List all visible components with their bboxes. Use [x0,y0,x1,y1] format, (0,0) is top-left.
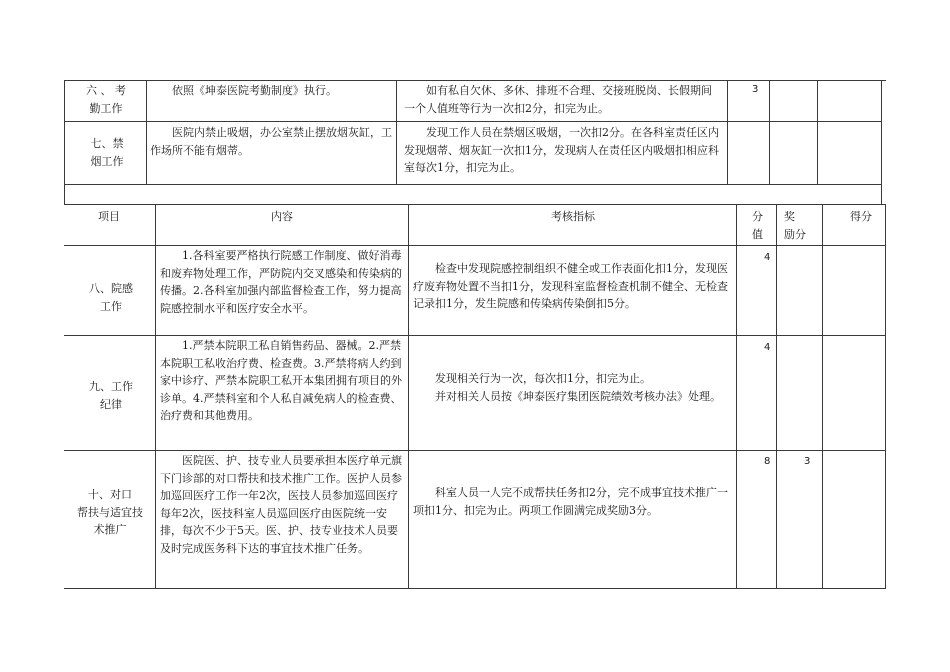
top-table-line-bottom [64,184,882,185]
row7-content: 医院内禁止吸烟，办公室禁止摆放烟灰缸，工作场所不能有烟蒂。 [150,126,392,157]
row9-item: 九、工作 纪律 [89,380,133,411]
top-table-col-3 [727,80,728,184]
main-table-col-5 [822,204,823,588]
main-table-col-6 [885,204,886,588]
top-table-col-2 [396,80,397,184]
row7-item: 七、禁 烟工作 [90,137,124,168]
row6-item: 六 、 考 勤工作 [86,84,126,115]
row10-content: 医院医、护、技专业人员要承担本医疗单元旗下门诊部的对口帮扶和技术推广工作。医护人员参加巡回医疗工作一年2次，医技人员参加巡回医疗每年2次，医技科室人员巡回医疗由医院统一安排，每次不少于5天。医、护、技专业技术人员要及时完成医务科下达的事宜技术推广任务。 [160,454,402,555]
main-table-line-bottom [64,588,886,589]
top-table-col-6 [881,80,882,204]
main-table-col-1 [155,204,156,588]
row10-score: 8 [764,456,771,467]
main-table-line-row9 [64,450,886,451]
header-score: 分 值 [752,210,763,241]
header-earned: 得分 [850,210,872,223]
header-content: 内容 [271,210,293,223]
top-table-col-1 [146,80,147,184]
top-table-line-mid [64,121,882,122]
row8-content: 1.各科室要严格执行院感工作制度、做好消毒和废弃物处理工作，严防院内交叉感染和传染病的传播。2.各科室加强内部监督检查工作，努力提高院感控制水平和医疗安全水平。 [160,249,402,315]
row8-item: 八、院感 工作 [89,282,133,313]
row6-content: 依照《坤泰医院考勤制度》执行。 [172,84,337,97]
row9-score: 4 [764,342,771,353]
main-table-col-2 [408,204,409,588]
row6-indicator: 如有私自欠休、多休、排班不合理、交接班脱岗、长假期间一个人值班等行为一次扣2分，扣完为止。 [404,84,712,115]
header-item: 项目 [98,210,120,223]
top-table-line-top [64,80,886,81]
main-table-line-header [64,245,886,246]
row8-score: 4 [764,252,771,263]
row10-bonus: 3 [804,456,811,467]
row9-indicator: 发现相关行为一次，每次扣1分，扣完为止。 并对相关人员按《坤泰医疗集团医院绩效考核办法》处理。 [434,372,721,403]
header-bonus: 奖 励分 [784,210,806,241]
main-table-line-top [64,204,886,205]
row10-indicator: 科室人员一人完不成帮扶任务扣2分，完不成事宜技术推广一项扣1分、扣完为止。两项工作圆满完成奖励3分。 [413,486,728,517]
top-table-col-5 [817,80,818,184]
top-table-col-0 [64,80,65,204]
row7-indicator: 发现工作人员在禁烟区吸烟，一次扣2分。在各科室责任区内发现烟蒂、烟灰缸一次扣1分，发现病人在责任区内吸烟扣相应科室每次1分，扣完为止。 [404,126,719,175]
main-table-line-row8 [64,335,886,336]
row8-indicator: 检查中发现院感控制组织不健全或工作表面化扣1分，发现医疗废弃物处置不当扣1分，发现科室监督检查机制不健全、无检查记录扣1分，发生院感和传染病传染倒扣5分。 [413,262,728,311]
main-table-col-3 [736,204,737,588]
row6-score: 3 [752,84,759,95]
top-table-col-4 [769,80,770,184]
main-table-col-4 [776,204,777,588]
row10-item: 十、对口 帮扶与适宜技 术推广 [77,488,143,537]
header-indicator: 考核指标 [551,210,595,223]
row9-content: 1.严禁本院职工私自销售药品、器械。2.严禁本院职工私收治疗费、检查费。3.严禁将病人约到家中诊疗、严禁本院职工私开本集团拥有项目的外诊单。4.严禁科室和个人私自减免病人的检查费、治疗费和其他费用。 [160,339,402,423]
